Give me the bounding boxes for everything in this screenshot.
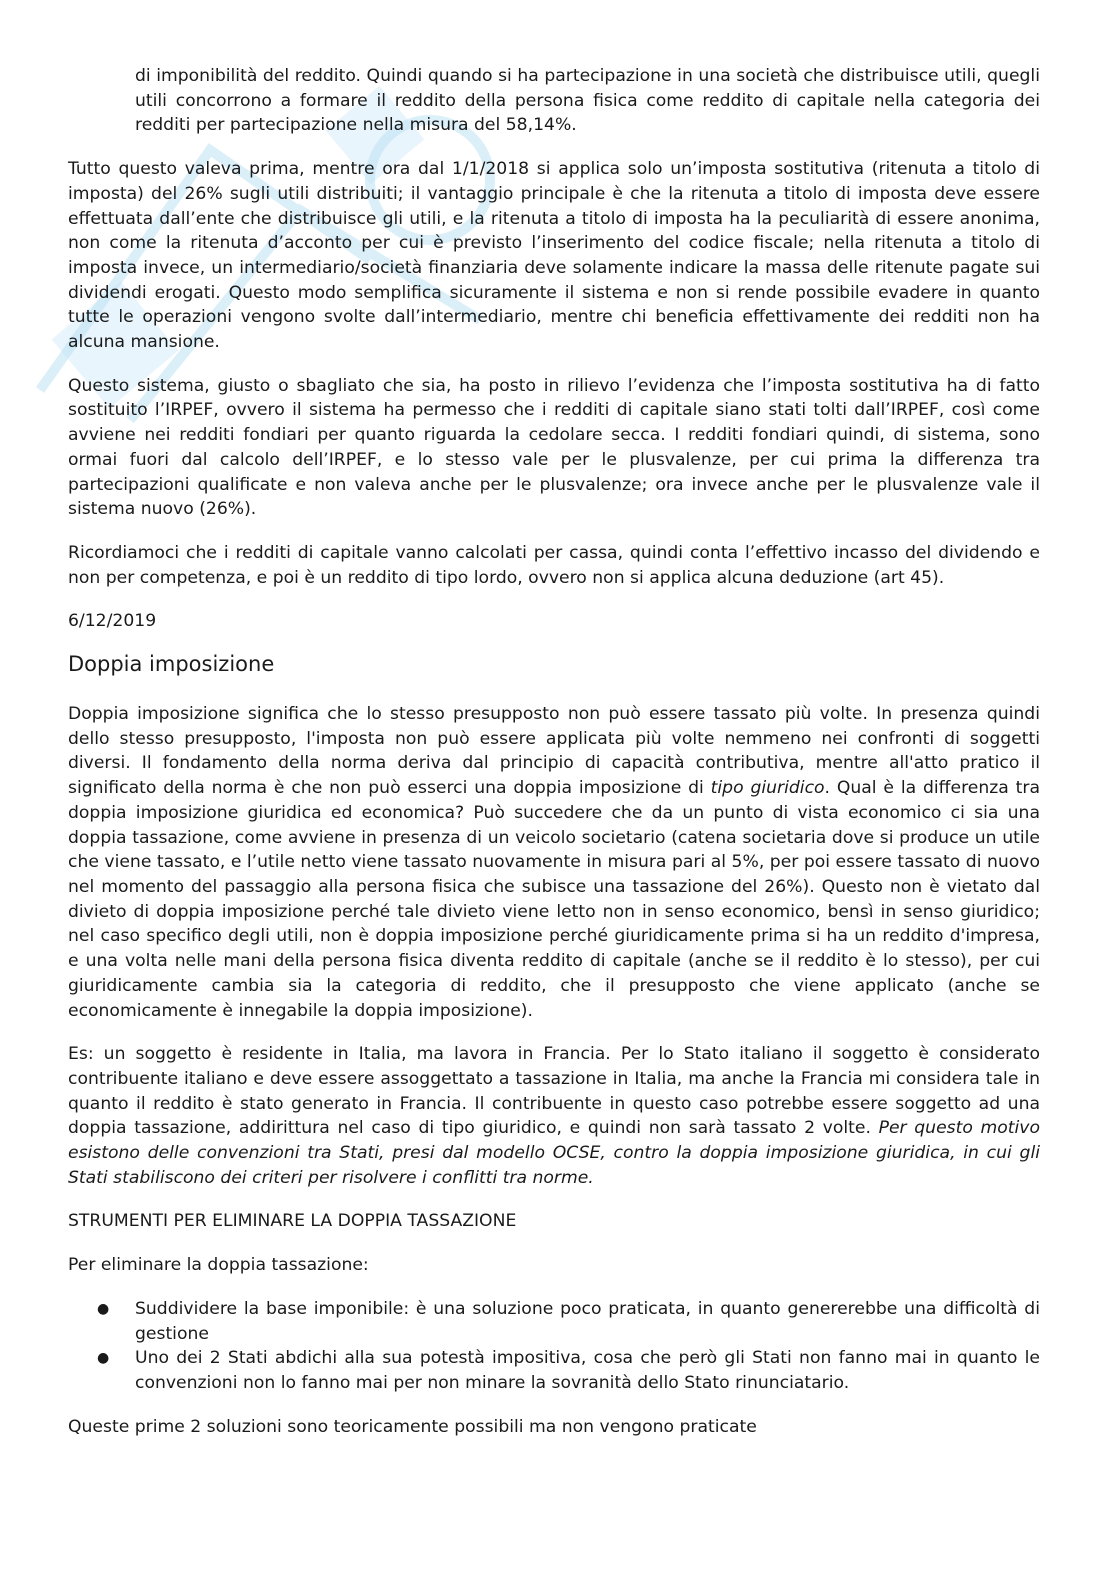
list-item: ● Suddividere la base imponibile: è una soluzione poco praticata, in quanto genererebbe una difficoltà di gestione bbox=[97, 1298, 1040, 1344]
solutions-list bbox=[68, 1297, 1040, 1396]
paragraph-intro-continuation: di imponibilità del reddito. Quindi quando si ha partecipazione in una società che distribuisce utili, quegli utili concorrono a formare il reddito della persona fisica come reddito di capitale nella categoria dei redditi per partecipazione nella misura del 58,14%. bbox=[135, 66, 1040, 136]
list-intro: Per eliminare la doppia tassazione: bbox=[68, 1255, 369, 1276]
paragraph-irpef-system: Questo sistema, giusto o sbagliato che sia, ha posto in rilievo l’evidenza che l’imposta sostitutiva ha di fatto sostituito l’IRPEF, ovvero il sistema ha permesso che i redditi di capitale siano stati tolti dall’IRPEF, così come avviene nei redditi fondiari per quanto riguarda la cedolare secca. I redditi fondiari quindi, di sistema, sono ormai fuori dal calcolo dell’IRPEF, e lo stesso vale per le plusvalenze, per cui prima la differenza tra partecipazioni qualificate e non valeva anche per le plusvalenze; ora invece anche per le plusvalenze vale il sistema nuovo (26%). bbox=[68, 375, 1040, 520]
paragraph-double-taxation-definition: Doppia imposizione significa che lo stesso presupposto non può essere tassato più volte. In presenza quindi dello stesso presupposto, l'imposta non può essere applicata più volte nemmeno nei confronti di soggetti diversi. Il fondamento della norma deriva dal principio di capacità contributiva, mentre all'atto pratico il significato della norma è che non può esserci una doppia imposizione di tipo giuridico. Qual è la differenza tra doppia imposizione giuridica ed economica? Può succedere che da un punto di vista economico ci sia una doppia tassazione, come avviene in presenza di un veicolo societario (catena societaria dove si produce un utile che viene tassato, e l’utile netto viene tassato nuovamente in misura pari al 5%, per poi essere tassato di nuovo nel momento del passaggio alla persona fisica che subisce una tassazione del 26%). Questo non è vietato dal divieto di doppia imposizione perché tale divieto viene letto non in senso economico, bensì in senso giuridico; nel caso specifico degli utili, non è doppia imposizione perché giuridicamente prima si ha un reddito d'impresa, e una volta nelle mani della persona fisica diventa reddito di capitale (anche se il reddito è lo stesso), per cui giuridicamente cambia sia la categoria di reddito, che il presupposto che viene applicato (anche se economicamente è innegabile la doppia imposizione). bbox=[68, 704, 1040, 1021]
section-heading-double-taxation: Doppia imposizione bbox=[68, 652, 275, 677]
lecture-date: 6/12/2019 bbox=[68, 611, 157, 632]
emphasis-ocse-conventions: Per questo motivo esistono delle convenzioni tra Stati, presi dal modello OCSE, contro la doppia imposizione giuridica, in cui gli Stati stabiliscono dei criteri per risolvere i conflitti tra norme. bbox=[68, 1118, 1040, 1188]
bullet-icon: ● bbox=[97, 1350, 110, 1367]
paragraph-closing: Queste prime 2 soluzioni sono teoricamente possibili ma non vengono praticate bbox=[68, 1416, 757, 1437]
subsection-title-tools: STRUMENTI PER ELIMINARE LA DOPPIA TASSAZIONE bbox=[68, 1211, 517, 1232]
emphasis-legal-type: tipo giuridico bbox=[710, 778, 825, 799]
list-item: ● Uno dei 2 Stati abdichi alla sua potestà impositiva, cosa che però gli Stati non fanno mai in quanto le convenzioni non lo fanno mai per non minare la sovranità dello Stato rinunciatario. bbox=[97, 1348, 1040, 1393]
paragraph-substitute-tax: Tutto questo valeva prima, mentre ora dal 1/1/2018 si applica solo un’imposta sostitutiva (ritenuta a titolo di imposta) del 26% sugli utili distribuiti; il vantaggio principale è che la ritenuta a titolo di imposta deve essere effettuata dall’ente che distribuisce gli utili, e la ritenuta a titolo di imposta ha la peculiarità di essere anonima, non come la ritenuta d’acconto per cui è previsto l’inserimento del codice fiscale; nella ritenuta a titolo di imposta invece, un intermediario/società finanziaria deve solamente indicare la massa delle ritenute pagate sui dividendi erogati. Questo modo semplifica sicuramente il sistema e non si rende possibile evadere in quanto tutte le operazioni vengono svolte dall’intermediario, mentre chi beneficia effettivamente dei redditi non ha alcuna mansione. bbox=[68, 159, 1040, 353]
paragraph-example-italy-france: Es: un soggetto è residente in Italia, ma lavora in Francia. Per lo Stato italiano il soggetto è considerato contribuente italiano e deve essere assoggettato a tassazione in Italia, ma anche la Francia mi considera tale in quanto il reddito è stato generato in Francia. Il contribuente in questo caso potrebbe essere soggetto ad una doppia tassazione, addirittura nel caso di tipo giuridico, e quindi non sarà tassato 2 volte. Per questo motivo esistono delle convenzioni tra Stati, presi dal modello OCSE, contro la doppia imposizione giuridica, in cui gli Stati stabiliscono dei criteri per risolvere i conflitti tra norme. bbox=[68, 1044, 1040, 1188]
paragraph-cash-basis: Ricordiamoci che i redditi di capitale vanno calcolati per cassa, quindi conta l’effettivo incasso del dividendo e non per competenza, e poi è un reddito di tipo lordo, ovvero non si applica alcuna deduzione (art 45). bbox=[68, 542, 1040, 588]
document-body bbox=[68, 64, 1040, 1458]
bullet-icon: ● bbox=[97, 1300, 110, 1317]
